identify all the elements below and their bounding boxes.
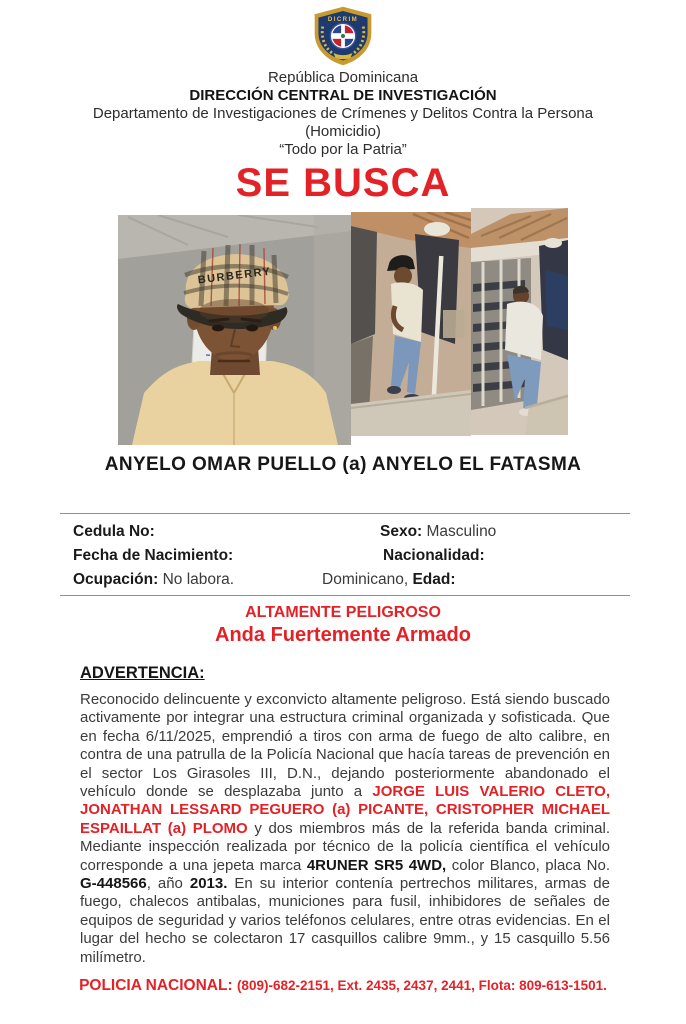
police-contact-numbers: (809)-682-2151, Ext. 2435, 2437, 2441, Flota: 809-613-1501.	[236, 978, 607, 994]
paragraph-segment: , año	[146, 875, 190, 893]
ocupacion-value: No labora.	[158, 571, 235, 588]
nacionalidad-label: Nacionalidad:	[383, 547, 485, 564]
photo-strip	[0, 208, 686, 445]
divider-top	[60, 513, 630, 514]
paragraph-segment: En su interior contenía pertrechos militares, armas de fuego, chalecos antibalas, municiones para fusil, inhibidores de señales de equipos de seguridad y varios teléfonos celulares, entre otras evidencias. En el lugar del hecho se colectaron 17 casquillos calibre 9mm., y 15 casquillo 5.56 milímetro.	[80, 875, 610, 966]
badge-row	[0, 5, 686, 67]
danger-line-2: Anda Fuertemente Armado	[215, 624, 471, 646]
wanted-title: SE BUSCA	[235, 161, 451, 205]
surveillance-photo-2	[471, 208, 568, 435]
unit-line: (Homicidio)	[305, 123, 381, 140]
paragraph-segment: y dos miembros más de la referida banda criminal. Mediante inspección realizada por técnico de la policía científica el vehículo corresponde a una jepeta marca	[80, 819, 610, 874]
motto-line: “Todo por la Patria”	[279, 141, 407, 158]
advertencia-paragraph	[80, 691, 610, 967]
paragraph-segment: 4RUNER SR5 4WD,	[306, 856, 447, 874]
info-row-ocupacion	[0, 568, 686, 592]
advertencia-section	[0, 647, 686, 967]
paragraph-segment: color Blanco, placa No.	[446, 856, 610, 874]
ocupacion-label: Ocupación:	[73, 571, 159, 588]
info-row-cedula	[0, 520, 686, 544]
department-line: Departamento de Investigaciones de Crímenes y Delitos Contra la Persona	[92, 105, 594, 122]
portrait-cap-text: BURBERRY	[197, 265, 273, 287]
portrait-photo	[118, 215, 351, 445]
country-line: República Dominicana	[267, 69, 419, 86]
paragraph-segment: Reconocido delincuente y exconvicto altamente peligroso. Está siendo buscado activamente por integrar una estructura criminal organizada y sofisticada. Que en fecha 6/11/2025, emprendió a tiros con arma de fuego de alto calibre, en contra de una patrulla de la Policía Nacional que hacía tareas de prevención en el sector Los Girasoles III, D.N., dejando posteriormente abandonado el vehículo donde se desplazaba junto a	[80, 691, 610, 801]
footer-contact-line	[0, 977, 686, 995]
subject-name: ANYELO OMAR PUELLO (a) ANYELO EL FATASMA	[104, 454, 582, 475]
edad-label: Edad:	[412, 571, 456, 588]
police-org-label: POLICIA NACIONAL:	[79, 977, 237, 995]
advertencia-heading: ADVERTENCIA:	[80, 664, 205, 682]
subject-details	[0, 520, 686, 592]
info-row-nacimiento	[0, 544, 686, 568]
divider-bottom	[60, 595, 630, 596]
paragraph-segment: JORGE LUIS VALERIO CLETO, JONATHAN LESSARD PEGUERO (a) PICANTE, CRISTOPHER MICHAEL ESPAILLAT (a) PLOMO	[80, 783, 610, 837]
sexo-label: Sexo:	[380, 523, 423, 540]
nacionalidad-edad-field	[322, 568, 456, 592]
paragraph-segment: 2013.	[189, 875, 228, 893]
surveillance-photo-1	[351, 212, 471, 436]
police-shield-badge-icon	[309, 5, 377, 67]
nacionalidad-value: Dominicano,	[322, 571, 413, 588]
nacionalidad-field	[383, 544, 485, 568]
sexo-value: Masculino	[422, 523, 497, 540]
fecha-nacimiento-label: Fecha de Nacimiento:	[73, 547, 234, 564]
document-header	[0, 69, 686, 159]
paragraph-segment: G-448566	[80, 875, 147, 893]
badge-arc-text: DICRIM	[327, 15, 359, 23]
sexo-field	[380, 520, 496, 544]
direction-line: DIRECCIÓN CENTRAL DE INVESTIGACIÓN	[189, 87, 497, 104]
cedula-label: Cedula No:	[73, 523, 155, 540]
danger-line-1: ALTAMENTE PELIGROSO	[245, 604, 441, 621]
